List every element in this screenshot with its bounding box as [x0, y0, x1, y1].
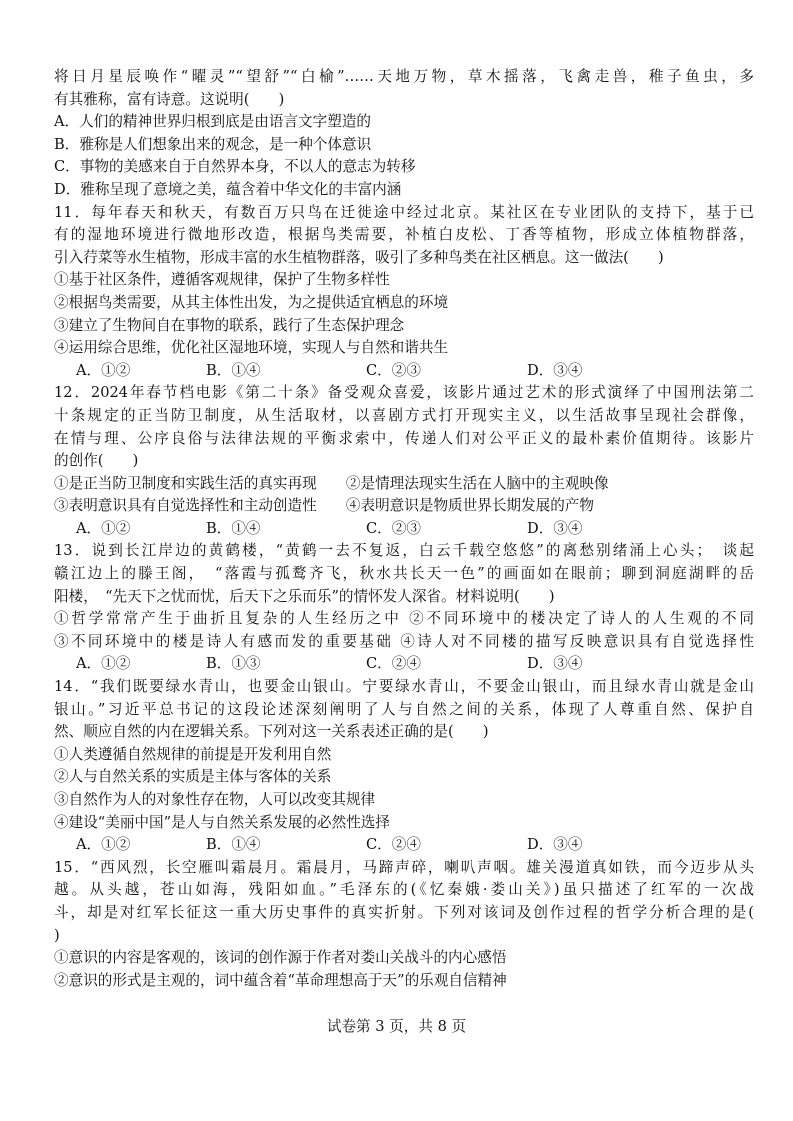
- statement-2: ②意识的形式是主观的，词中蕴含着“革命理想高于天”的乐观自信精神: [54, 971, 507, 989]
- choice-a: A．①②: [76, 519, 131, 537]
- question-11-stem: 11．每年春天和秋天，有数百万只鸟在迁徙途中经过北京。某社区在专业团队的支持下，基于已: [54, 203, 754, 221]
- text-line: 阳楼， “先天下之忧而忧，后天下之乐而乐”的情怀发人深省。材料说明( ): [54, 587, 555, 605]
- choice-b: B．①④: [206, 519, 261, 537]
- choice-d: D．③④: [527, 361, 583, 379]
- choice-c: C．②④: [366, 655, 421, 673]
- option-b: B．雅称是人们想象出来的观念，是一种个体意识: [54, 135, 372, 153]
- text-line: 银山。”习近平总书记的这段论述深刻阐明了人与自然之间的关系，体现了人尊重自然、保护自: [54, 700, 754, 718]
- statement-1: ①人类遵循自然规律的前提是开发利用自然: [54, 745, 332, 763]
- statement-pair-3-4: ③表明意识具有自觉选择性和主动创造性 ④表明意识是物质世界长期发展的产物: [54, 497, 594, 515]
- choice-a: A．①②: [76, 655, 131, 673]
- text-line: 在情与理、公序良俗与法律法规的平衡求索中，传递人们对公平正义的最朴素价值期待。该影片: [54, 429, 754, 447]
- text-line: 将日月星辰唤作“曜灵”“望舒”“白榆”……天地万物，草木摇落，飞禽走兽，稚子鱼虫，多: [54, 68, 754, 85]
- option-d: D．雅称呈现了意境之美，蕴含着中华文化的丰富内涵: [54, 180, 402, 198]
- answer-choices-q13: [54, 653, 754, 676]
- choice-b: B．①③: [206, 655, 261, 673]
- answer-choices-q12: [54, 518, 754, 541]
- statement-2: ②人与自然关系的实质是主体与客体的关系: [54, 768, 332, 786]
- statement-pair-1-2: ①是正当防卫制度和实践生活的真实再现 ②是情理法现实生活在人脑中的主观映像: [54, 474, 609, 492]
- choice-d: D．③④: [527, 655, 583, 673]
- statement-4: ④建设“美丽中国”是人与自然关系发展的必然性选择: [54, 813, 390, 831]
- page-footer: 试卷第 3 页，共 8 页: [326, 1018, 467, 1035]
- choice-a: A．①②: [76, 361, 131, 379]
- choice-d: D．③④: [527, 519, 583, 537]
- choice-d: D．③④: [527, 836, 583, 854]
- text-line: 的创作( ): [54, 452, 139, 470]
- statement-2: ②根据鸟类需要，从其主体性出发，为之提供适宜栖息的环境: [54, 293, 449, 311]
- statement-pair-3-4: ③不同环境中的楼是诗人有感而发的重要基础 ④诗人对不同楼的描写反映意识具有自觉选择性: [54, 632, 754, 650]
- choice-c: C．②④: [366, 836, 421, 854]
- choice-c: C．②③: [366, 519, 421, 537]
- text-line: 斗，却是对红军长征这一重大历史事件的真实折射。下列对该词及创作过程的哲学分析合理的是(: [54, 903, 754, 921]
- option-a: A．人们的精神世界归根到底是由语言文字塑造的: [54, 113, 372, 131]
- answer-choices-q14: [54, 834, 754, 857]
- text-line: 十条规定的正当防卫制度，从生活取材，以喜剧方式打开现实主义，以生活故事呈现社会群像，: [54, 406, 754, 424]
- question-15-stem: 15．“西风烈，长空雁叫霜晨月。霜晨月，马蹄声碎，喇叭声咽。雄关漫道真如铁，而今迈步从头: [54, 858, 754, 876]
- text-line: 赣江边上的滕王阁， “落霞与孤鹜齐飞，秋水共长天一色”的画面如在眼前；聊到洞庭湖畔的岳: [54, 565, 754, 583]
- option-c: C．事物的美感来自于自然界本身，不以人的意志为转移: [54, 158, 416, 176]
- statement-1: ①意识的内容是客观的，该词的创作源于作者对娄山关战斗的内心感悟: [54, 949, 507, 967]
- statement-3: ③自然作为人的对象性存在物，人可以改变其规律: [54, 791, 376, 808]
- question-12-stem: 12．2024年春节档电影《第二十条》备受观众喜爱，该影片通过艺术的形式演绎了中国刑法第二: [54, 384, 754, 402]
- statement-pair-1-2: ①哲学常常产生于曲折且复杂的人生经历之中 ②不同环境中的楼决定了诗人的人生观的不同: [54, 610, 754, 628]
- text-line: ): [54, 926, 60, 944]
- text-line: 有其雅称，富有诗意。这说明( ): [54, 90, 285, 108]
- choice-b: B．①④: [206, 836, 261, 854]
- question-14-stem: 14．“我们既要绿水青山，也要金山银山。宁要绿水青山，不要金山银山，而且绿水青山就是金山: [54, 678, 754, 696]
- statement-4: ④运用综合思维，优化社区湿地环境，实现人与自然和谐共生: [54, 339, 449, 357]
- text-line: 引入荇菜等水生植物，形成丰富的水生植物群落，吸引了多种鸟类在社区栖息。这一做法( ): [54, 248, 664, 266]
- choice-c: C．②③: [366, 361, 421, 379]
- statement-3: ③建立了生物间自在事物的联系，践行了生态保护理念: [54, 316, 405, 334]
- question-13-stem: 13．说到长江岸边的黄鹤楼，“黄鹤一去不复返，白云千载空悠悠”的离愁别绪涌上心头； 谈起: [54, 542, 754, 560]
- question-text-block: [54, 66, 754, 992]
- text-line: 越。从头越，苍山如海，残阳如血。”毛泽东的(《忆秦娥·娄山关》)虽只描述了红军的一次战: [54, 881, 754, 899]
- text-line: 然、顺应自然的内在逻辑关系。下列对这一关系表述正确的是( ): [54, 723, 489, 741]
- statement-1: ①基于社区条件，遵循客观规律，保护了生物多样性: [54, 271, 390, 289]
- text-line: 有的湿地环境进行微地形改造，根据鸟类需要，补植白皮松、丁香等植物，形成立体植物群落，: [54, 226, 754, 244]
- choice-a: A．①②: [76, 836, 131, 854]
- answer-choices-q11: [54, 360, 754, 383]
- choice-b: B．①④: [206, 361, 261, 379]
